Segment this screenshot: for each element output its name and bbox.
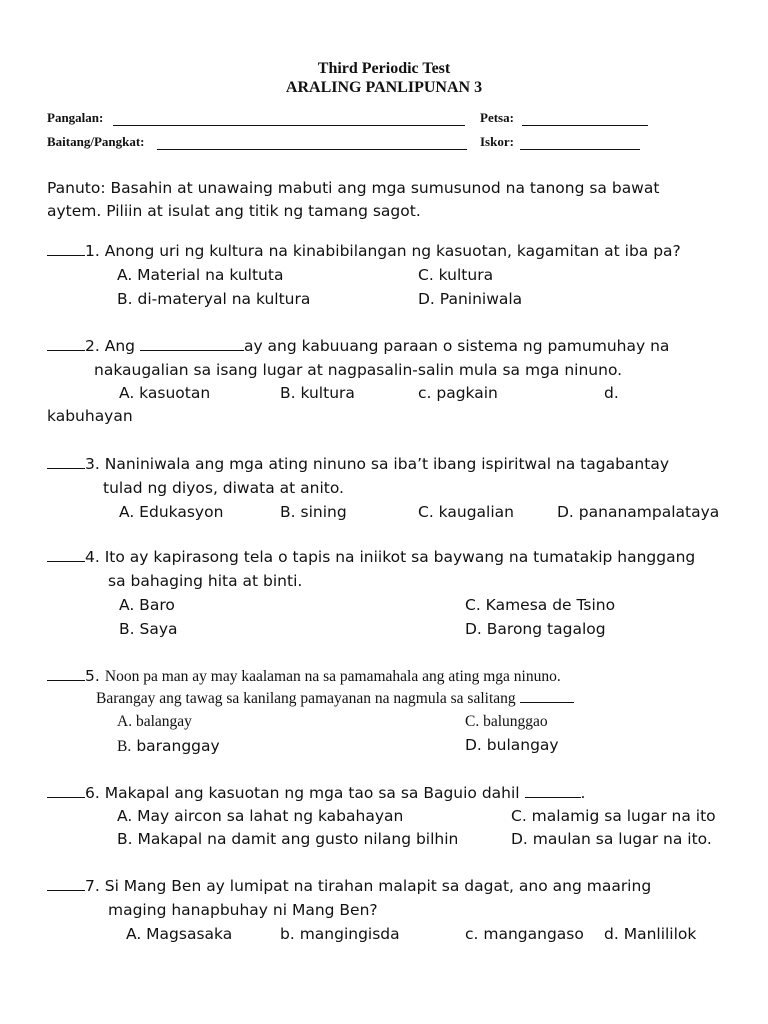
choice-5a: A. balangay [117, 713, 192, 730]
choice-4b: B. Saya [119, 620, 178, 638]
answer-blank-1[interactable] [47, 254, 85, 256]
instructions-line-1: Panuto: Basahin at unawaing mabuti ang mga sumusunod na tanong sa bawat [47, 179, 660, 197]
choice-5c: C. balunggao [465, 713, 548, 730]
test-title: Third Periodic Test [317, 60, 451, 77]
choice-6c: C. malamig sa lugar na ito [511, 807, 716, 825]
choice-2b: B. kultura [280, 384, 355, 402]
question-2: 2. Ang ay ang kabuuang paraan o sistema ng pamumuhay na [47, 337, 669, 355]
question-5-line-2: Barangay ang tawag sa kanilang pamayanan na nagmula sa salitang [96, 690, 574, 708]
choice-7c: c. mangangaso [465, 925, 584, 943]
choice-1b: B. di-materyal na kultura [117, 290, 311, 308]
answer-blank-4[interactable] [47, 560, 85, 562]
grade-label: Baitang/Pangkat: [47, 134, 145, 149]
choice-6d: D. maulan sa lugar na ito. [511, 830, 712, 848]
choice-7d: d. Manlililok [604, 925, 697, 943]
choice-3c: C. kaugalian [418, 503, 514, 521]
choice-1d: D. Paniniwala [418, 290, 523, 308]
question-3: 3. Naniniwala ang mga ating ninuno sa iba’t ibang ispiritwal na tagabantay [47, 455, 669, 473]
fill-in-blank-2[interactable] [140, 349, 244, 351]
choice-2d-letter: d. [604, 384, 619, 402]
answer-blank-3[interactable] [47, 467, 85, 469]
question-4-line-2: sa bahaging hita at binti. [108, 572, 303, 590]
question-7-line-2: maging hanapbuhay ni Mang Ben? [108, 901, 378, 919]
answer-blank-7[interactable] [47, 889, 85, 891]
question-2-line-2: nakaugalian sa isang lugar at nagpasalin-salin mula sa mga ninuno. [94, 361, 623, 379]
choice-2d-text: kabuhayan [47, 407, 133, 425]
choice-5b: B. baranggay [117, 737, 220, 755]
instructions-line-2: aytem. Piliin at isulat ang titik ng tamang sagot. [47, 202, 421, 220]
choice-6b: B. Makapal na damit ang gusto nilang bilhin [117, 830, 459, 848]
fill-in-blank-6[interactable] [525, 796, 581, 798]
name-field[interactable] [113, 125, 465, 126]
choice-6a: A. May aircon sa lahat ng kabahayan [117, 807, 404, 825]
choice-4c: C. Kamesa de Tsino [465, 596, 616, 614]
question-3-line-2: tulad ng diyos, diwata at anito. [103, 479, 344, 497]
choice-7b: b. mangingisda [280, 925, 400, 943]
question-6: 6. Makapal ang kasuotan ng mga tao sa sa Baguio dahil . [47, 784, 585, 802]
choice-7a: A. Magsasaka [126, 925, 233, 943]
question-4: 4. Ito ay kapirasong tela o tapis na iniikot sa baywang na tumatakip hanggang [47, 548, 695, 566]
choice-5d: D. bulangay [465, 736, 559, 754]
choice-3b: B. sining [280, 503, 347, 521]
answer-blank-5[interactable] [47, 679, 85, 681]
choice-4a: A. Baro [119, 596, 175, 614]
answer-blank-6[interactable] [47, 796, 85, 798]
score-label: Iskor: [480, 134, 514, 149]
date-field[interactable] [522, 125, 648, 126]
answer-blank-2[interactable] [47, 349, 85, 351]
choice-2a: A. kasuotan [119, 384, 211, 402]
choice-3d: D. pananampalataya [557, 503, 720, 521]
choice-4d: D. Barong tagalog [465, 620, 606, 638]
choice-2c: c. pagkain [418, 384, 498, 402]
fill-in-blank-5[interactable] [520, 701, 574, 703]
question-1: 1. Anong uri ng kultura na kinabibilangan ng kasuotan, kagamitan at iba pa? [47, 242, 681, 260]
grade-field[interactable] [157, 149, 467, 150]
choice-1c: C. kultura [418, 266, 494, 284]
choice-3a: A. Edukasyon [119, 503, 224, 521]
name-label: Pangalan: [47, 110, 104, 125]
score-field[interactable] [520, 149, 640, 150]
date-label: Petsa: [480, 110, 514, 125]
question-7: 7. Si Mang Ben ay lumipat na tirahan malapit sa dagat, ano ang maaring [47, 877, 651, 895]
question-5: 5. Noon pa man ay may kaalaman na sa pamamahala ang ating mga ninuno. [47, 666, 561, 686]
subject-title: ARALING PANLIPUNAN 3 [285, 79, 483, 96]
choice-1a: A. Material na kultuta [117, 266, 284, 284]
